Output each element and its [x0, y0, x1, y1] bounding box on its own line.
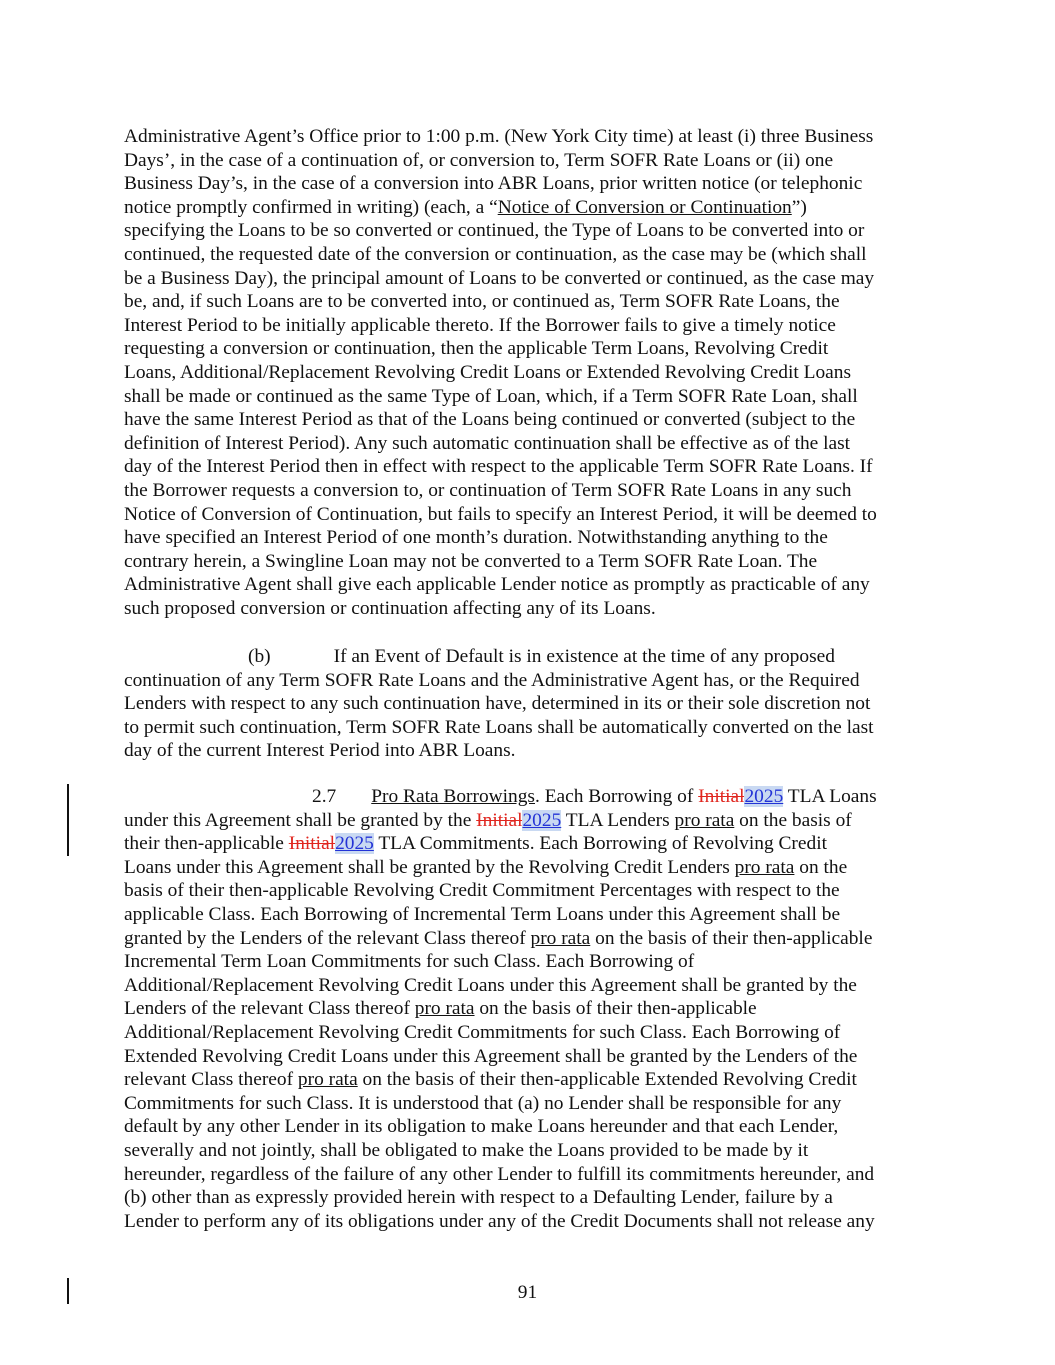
paragraph-line: specifying the Loans to be so converted or continued, the Type of Loans to be converted into or	[124, 220, 865, 242]
paragraph-line: continuation of any Term SOFR Rate Loans and the Administrative Agent has, or the Required	[124, 669, 860, 691]
paragraph-line: such proposed conversion or continuation affecting any of its Loans.	[124, 597, 656, 619]
paragraph-line: shall be made or continued as the same Type of Loan, which, if a Term SOFR Rate Loan, shall	[124, 385, 858, 407]
paragraph-line: Extended Revolving Credit Loans under this Agreement shall be granted by the Lenders of the	[124, 1045, 858, 1067]
paragraph-line: 2.7 Pro Rata Borrowings. Each Borrowing of Initial2025 TLA Loans	[312, 786, 877, 807]
paragraph-line: granted by the Lenders of the relevant Class thereof pro rata on the basis of their then-applicable	[124, 927, 873, 949]
paragraph-line: severally and not jointly, shall be obligated to make the Loans provided to be made by it	[124, 1139, 809, 1161]
paragraph-line: applicable Class. Each Borrowing of Incremental Term Loans under this Agreement shall be	[124, 903, 841, 925]
paragraph-line: (b) other than as expressly provided herein with respect to a Defaulting Lender, failure by a	[124, 1187, 833, 1209]
pro-rata-term: pro rata	[530, 927, 591, 949]
paragraph-line: Administrative Agent’s Office prior to 1:00 p.m. (New York City time) at least (i) three Business	[124, 126, 874, 147]
paragraph-line: to permit such continuation, Term SOFR Rate Loans shall be automatically converted on the last	[124, 716, 874, 738]
deleted-text: Initial	[476, 809, 523, 831]
deleted-text: Initial	[288, 833, 336, 855]
pro-rata-term: pro rata	[414, 998, 475, 1020]
paragraph-line: Additional/Replacement Revolving Credit Commitments for such Class. Each Borrowing of	[124, 1021, 841, 1043]
paragraph-line: day of the current Interest Period into ABR Loans.	[124, 740, 516, 762]
revision-change-bar	[67, 784, 69, 856]
paragraph-line: default by any other Lender in its obligation to make Loans hereunder and that each Lender,	[124, 1116, 839, 1138]
paragraph-line: requesting a conversion or continuation, then the applicable Term Loans, Revolving Credit	[124, 338, 829, 360]
section-b-label: (b)	[248, 646, 271, 667]
section-heading: Pro Rata Borrowings	[371, 786, 535, 807]
paragraph-line: Notice of Conversion of Continuation, but fails to specify an Interest Period, it will be deemed to	[124, 503, 877, 525]
paragraph-line: under this Agreement shall be granted by the Initial2025 TLA Lenders pro rata on the basis of	[124, 809, 852, 831]
paragraph-line: Days’, in the case of a continuation of, or conversion to, Term SOFR Rate Loans or (ii) one	[124, 149, 834, 171]
paragraph-line: be, and, if such Loans are to be converted into, or continued as, Term SOFR Rate Loans, the	[124, 291, 840, 313]
paragraph-line: Incremental Term Loan Commitments for such Class. Each Borrowing of	[124, 951, 695, 973]
paragraph-line: their then-applicable Initial2025 TLA Commitments. Each Borrowing of Revolving Credit	[124, 833, 827, 855]
inserted-text: 2025	[335, 833, 374, 855]
section-b-paragraph	[124, 645, 924, 763]
deleted-text: Initial	[698, 786, 745, 807]
paragraph-line: Lender to perform any of its obligations under any of the Credit Documents shall not release any	[124, 1210, 875, 1232]
paragraph-line: contrary herein, a Swingline Loan may not be converted to a Term SOFR Rate Loan. The	[124, 550, 818, 572]
continuation-paragraph	[124, 125, 924, 620]
inserted-text: 2025	[744, 786, 784, 807]
paragraph-line: hereunder, regardless of the failure of any other Lender to fulfill its commitments hereunder, and	[124, 1163, 875, 1185]
paragraph-line: Commitments for such Class. It is understood that (a) no Lender shall be responsible for any	[124, 1092, 842, 1114]
page-number: 91	[517, 1282, 538, 1303]
paragraph-line: day of the Interest Period then in effect with respect to the applicable Term SOFR Rate Loans. If	[124, 456, 873, 478]
paragraph-line: Business Day’s, in the case of a conversion into ABR Loans, prior written notice (or telephonic	[124, 173, 863, 195]
pro-rata-term: pro rata	[734, 856, 795, 878]
paragraph-line: be a Business Day), the principal amount of Loans to be converted or continued, as the case may	[124, 267, 875, 289]
section-number: 2.7	[312, 786, 337, 807]
section-2-7-paragraph	[124, 785, 924, 1233]
paragraph-line: have specified an Interest Period of one month’s duration. Notwithstanding anything to the	[124, 527, 828, 549]
paragraph-line: relevant Class thereof pro rata on the basis of their then-applicable Extended Revolving Credit	[124, 1069, 857, 1091]
pro-rata-term: pro rata	[674, 809, 735, 831]
defined-term-notice-of-conversion: Notice of Conversion or Continuation	[497, 196, 792, 218]
paragraph-line: the Borrower requests a conversion to, or continuation of Term SOFR Rate Loans in any such	[124, 479, 852, 501]
pro-rata-term: pro rata	[297, 1069, 358, 1091]
paragraph-line: continued, the requested date of the conversion or continuation, as the case may be (which shall	[124, 243, 867, 265]
paragraph-line: definition of Interest Period). Any such automatic continuation shall be effective as of the last	[124, 432, 851, 454]
paragraph-line: have the same Interest Period as that of the Loans being continued or converted (subject to the	[124, 409, 856, 431]
paragraph-line: Lenders with respect to any such continuation have, determined in its or their sole discretion not	[124, 693, 871, 715]
paragraph-line: notice promptly confirmed in writing) (each, a “Notice of Conversion or Continuation”)	[124, 196, 807, 218]
paragraph-line: Interest Period to be initially applicable thereto. If the Borrower fails to give a timely notice	[124, 314, 836, 336]
paragraph-line: basis of their then-applicable Revolving Credit Commitment Percentages with respect to the	[124, 880, 840, 902]
paragraph-line: Additional/Replacement Revolving Credit Loans under this Agreement shall be granted by the	[124, 974, 857, 996]
paragraph-line: Lenders of the relevant Class thereof pro rata on the basis of their then-applicable	[124, 998, 757, 1020]
paragraph-line: (b) If an Event of Default is in existence at the time of any proposed	[248, 646, 835, 667]
paragraph-line: Administrative Agent shall give each applicable Lender notice as promptly as practicable of any	[124, 574, 870, 596]
paragraph-line: Loans, Additional/Replacement Revolving Credit Loans or Extended Revolving Credit Loans	[124, 361, 852, 383]
inserted-text: 2025	[522, 809, 562, 831]
paragraph-line: Loans under this Agreement shall be granted by the Revolving Credit Lenders pro rata on the	[124, 856, 848, 878]
